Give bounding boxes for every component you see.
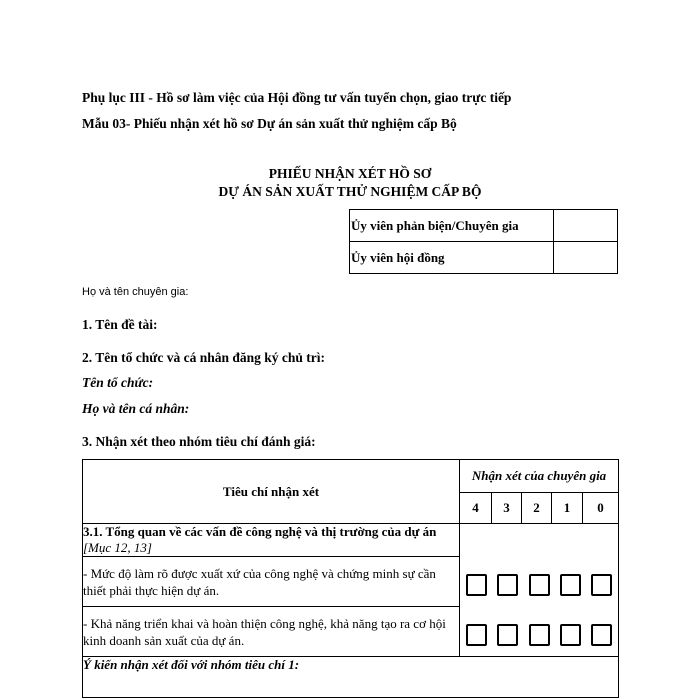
- criterion-1-checkbox-2[interactable]: [529, 574, 550, 596]
- score-checkbox-area: [460, 524, 619, 657]
- group-1-title-text: 3.1. Tổng quan về các vấn đề công nghệ và thị trường của dự án: [83, 524, 437, 539]
- score-1: 1: [552, 493, 583, 524]
- role-member-label: Ủy viên hội đồng: [350, 242, 554, 274]
- section-1-heading: 1. Tên đề tài:: [82, 317, 158, 332]
- score-0: 0: [583, 493, 619, 524]
- role-table: [349, 209, 618, 274]
- criterion-1-text: - Mức độ làm rõ được xuất xứ của công nghệ và chứng minh sự cần thiết phải thực hiện dự án.: [83, 557, 460, 607]
- criterion-2-checkbox-2[interactable]: [529, 624, 550, 646]
- person-label: Họ và tên cá nhân:: [82, 401, 190, 416]
- role-member-checkbox[interactable]: [554, 242, 618, 274]
- group-1-title: [83, 524, 460, 557]
- score-3: 3: [492, 493, 522, 524]
- criterion-1-checkbox-4[interactable]: [466, 574, 487, 596]
- criterion-1-checkbox-3[interactable]: [497, 574, 518, 596]
- role-reviewer-label: Ủy viên phản biện/Chuyên gia: [350, 210, 554, 242]
- criterion-1-checkbox-0[interactable]: [591, 574, 612, 596]
- criterion-2-checkbox-3[interactable]: [497, 624, 518, 646]
- form-heading: Mẫu 03- Phiếu nhận xét hồ sơ Dự án sản xuất thử nghiệm cấp Bộ: [82, 116, 457, 131]
- group-1-opinion[interactable]: Ý kiến nhận xét đối với nhóm tiêu chí 1:: [83, 657, 619, 698]
- document-title-line1: PHIẾU NHẬN XÉT HỒ SƠ: [268, 166, 432, 181]
- role-reviewer-checkbox[interactable]: [554, 210, 618, 242]
- section-2-heading: 2. Tên tổ chức và cá nhân đăng ký chủ trì:: [82, 350, 326, 365]
- criteria-header: Tiêu chí nhận xét: [83, 460, 460, 524]
- organization-label: Tên tổ chức:: [82, 375, 154, 390]
- document-title-line2: DỰ ÁN SẢN XUẤT THỬ NGHIỆM CẤP BỘ: [218, 184, 482, 199]
- section-3-heading: 3. Nhận xét theo nhóm tiêu chí đánh giá:: [82, 434, 316, 449]
- score-2: 2: [522, 493, 552, 524]
- appendix-heading: Phụ lục III - Hồ sơ làm việc của Hội đồng tư vấn tuyển chọn, giao trực tiếp: [82, 90, 512, 105]
- criterion-2-text: - Khả năng triển khai và hoàn thiện công nghệ, khả năng tạo ra cơ hội kinh doanh sản xuất của dự án.: [83, 607, 460, 657]
- group-1-reference: [Mục 12, 13]: [83, 540, 152, 555]
- score-4: 4: [460, 493, 492, 524]
- expert-header: Nhận xét của chuyên gia: [460, 460, 619, 493]
- evaluation-table: [82, 459, 619, 698]
- criterion-2-checkbox-0[interactable]: [591, 624, 612, 646]
- criterion-2-checkbox-4[interactable]: [466, 624, 487, 646]
- criterion-1-checkbox-1[interactable]: [560, 574, 581, 596]
- criterion-2-checkboxes: [460, 624, 618, 646]
- expert-name-label: Họ và tên chuyên gia:: [82, 286, 189, 298]
- criterion-1-checkboxes: [460, 574, 618, 596]
- criterion-2-checkbox-1[interactable]: [560, 624, 581, 646]
